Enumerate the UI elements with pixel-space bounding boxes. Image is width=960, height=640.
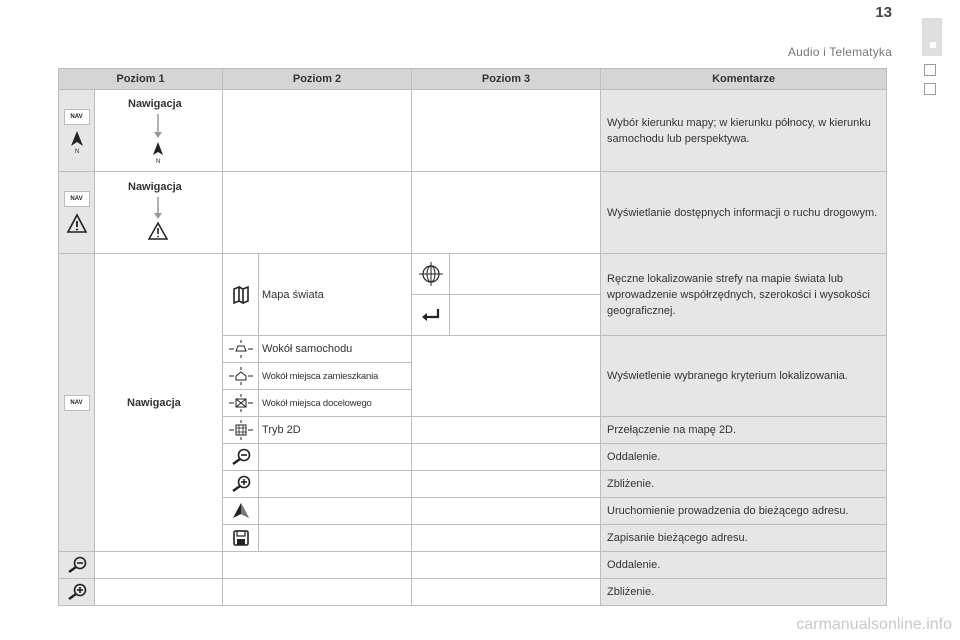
crosshair-globe-icon (418, 261, 444, 287)
col-header-level2: Poziom 2 (223, 69, 412, 90)
world-map-icon (230, 284, 252, 306)
nav-button-icon: NAV (64, 109, 90, 125)
comment-cell: Ręczne lokalizowanie strefy na mapie świata lub wprowadzenie współrzędnych, szerokości i wysokości geograficznej. (601, 254, 887, 336)
side-tab-marker (930, 42, 936, 48)
navigation-menu-table (58, 68, 887, 606)
warning-icon (66, 213, 88, 235)
svg-text:N: N (74, 148, 79, 153)
zoom-in-icon (66, 583, 88, 601)
section-title: Audio i Telematyka (787, 45, 892, 59)
zoom-in-icon (230, 475, 252, 493)
level1-label: Nawigacja (127, 396, 181, 409)
side-tab (922, 18, 942, 56)
comment-cell: Wyświetlenie wybranego kryterium lokalizowania. (601, 336, 887, 417)
comment-cell: Oddalenie. (601, 552, 887, 579)
level2-mode-2d: Tryb 2D (259, 417, 412, 444)
enter-return-icon (420, 307, 442, 323)
table-row (59, 579, 887, 606)
start-guidance-icon (230, 502, 252, 520)
comment-cell: Zbliżenie. (601, 471, 887, 498)
nav-button-icon: NAV (64, 395, 90, 411)
comment-cell: Oddalenie. (601, 444, 887, 471)
comment-cell: Przełączenie na mapę 2D. (601, 417, 887, 444)
side-box (924, 83, 936, 95)
col-header-level1: Poziom 1 (59, 69, 223, 90)
table-row (59, 254, 887, 295)
side-box (924, 64, 936, 76)
table-row (59, 90, 887, 172)
around-home-icon (227, 366, 255, 386)
save-address-icon (231, 528, 251, 548)
level2-map-world: Mapa świata (259, 254, 412, 336)
level1-label: Nawigacja (128, 180, 182, 193)
comment-cell: Wyświetlanie dostępnych informacji o ruchu drogowym. (601, 172, 887, 254)
map-2d-icon (227, 419, 255, 441)
comment-cell: Zbliżenie. (601, 579, 887, 606)
comment-cell: Zapisanie bieżącego adresu. (601, 525, 887, 552)
north-arrow-icon (67, 129, 87, 153)
table-header-row (59, 69, 887, 90)
around-destination-icon (227, 393, 255, 413)
submenu-arrow-north-icon (128, 110, 188, 164)
comment-cell: Uruchomienie prowadzenia do bieżącego adresu. (601, 498, 887, 525)
level2-around-city: Wokół miejsca zamieszkania (259, 363, 412, 390)
comment-cell: Wybór kierunku mapy; w kierunku północy, w kierunku samochodu lub perspektywa. (601, 90, 887, 172)
table-row (59, 552, 887, 579)
zoom-out-icon (66, 556, 88, 574)
watermark: carmanualsonline.info (796, 616, 952, 633)
col-header-level3: Poziom 3 (412, 69, 601, 90)
col-header-comments: Komentarze (601, 69, 887, 90)
level2-around-car: Wokół samochodu (259, 336, 412, 363)
around-vehicle-icon (227, 339, 255, 359)
zoom-out-icon (230, 448, 252, 466)
table-row (59, 172, 887, 254)
level2-around-destination: Wokół miejsca docelowego (259, 390, 412, 417)
page-number: 13 (875, 4, 892, 21)
svg-text:N: N (155, 158, 161, 164)
submenu-arrow-warning-icon (128, 193, 188, 245)
nav-button-icon: NAV (64, 191, 90, 207)
level1-label: Nawigacja (128, 97, 182, 110)
